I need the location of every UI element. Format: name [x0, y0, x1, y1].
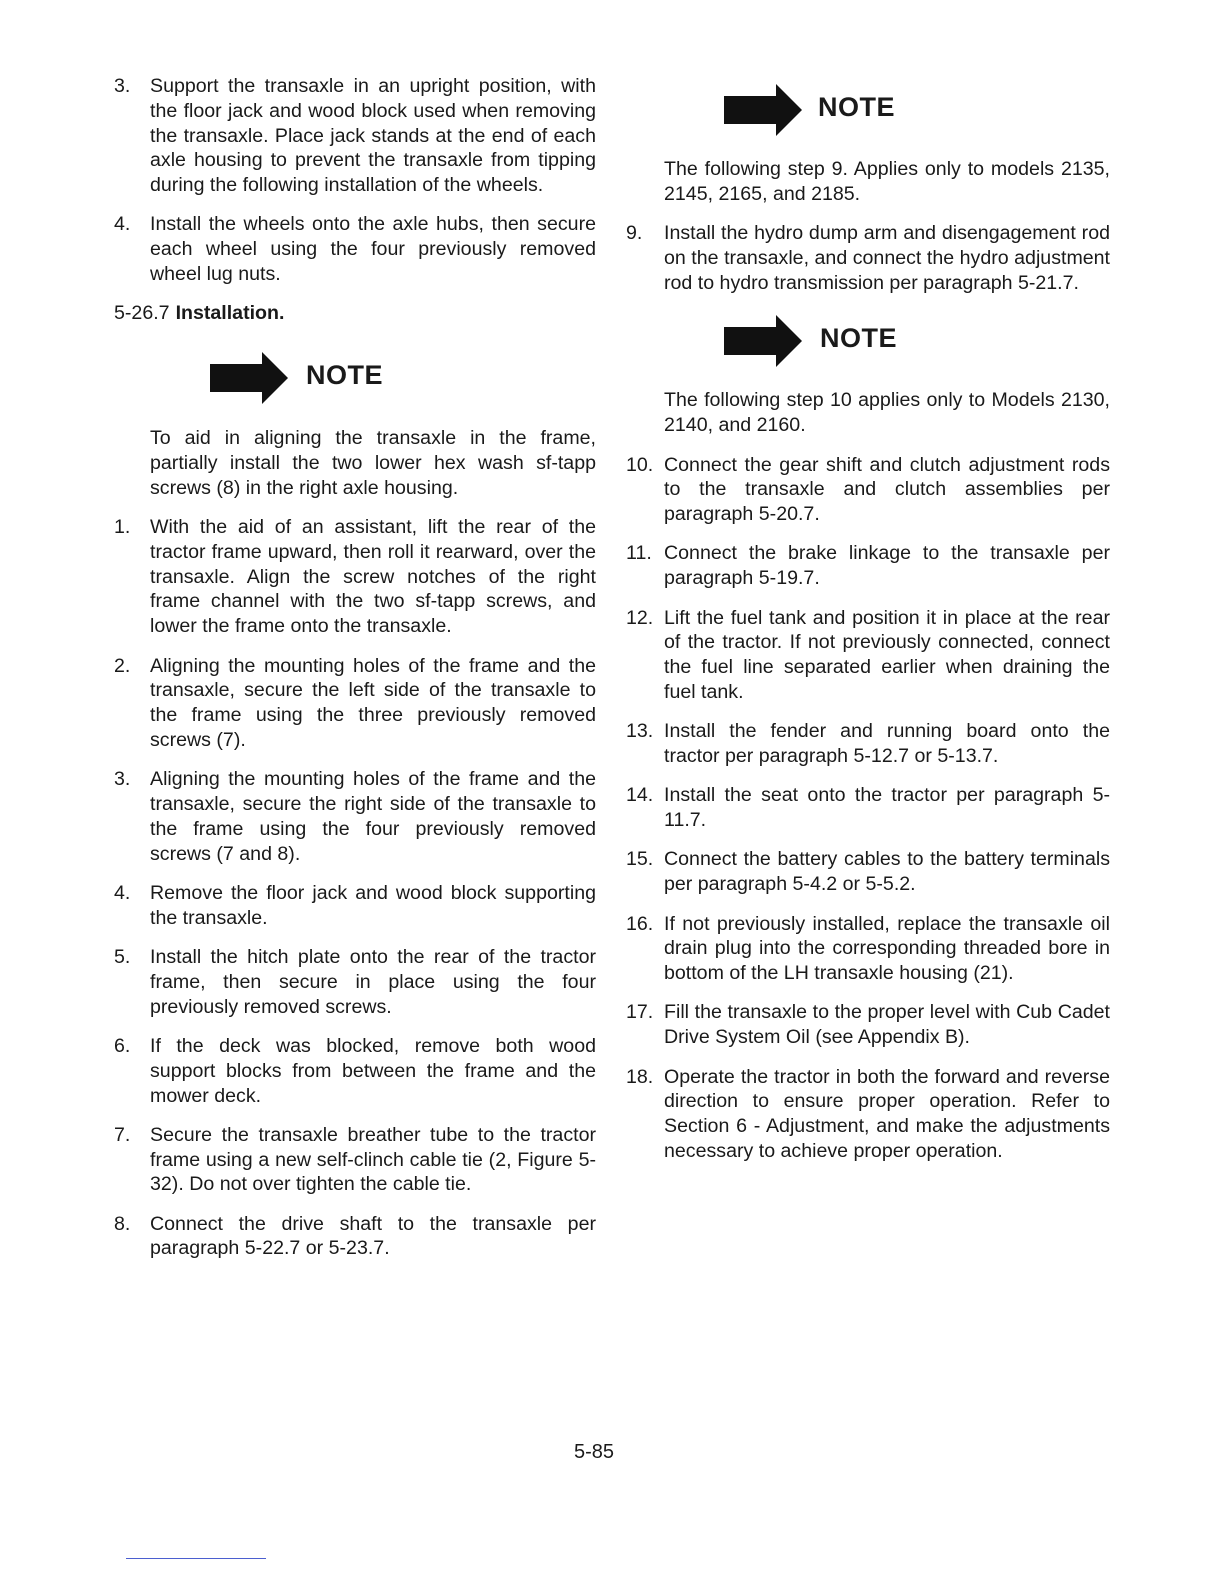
step-number: 14.: [626, 784, 654, 807]
step-text: Aligning the mounting holes of the frame and the transaxle, secure the left side of the transaxle to the frame using the three previously removed screws (7).: [150, 654, 596, 751]
list-item: [626, 606, 1110, 705]
step-number: 13.: [626, 720, 654, 743]
list-item: [626, 1065, 1110, 1164]
step-text: Support the transaxle in an upright position, with the floor jack and wood block used when removing the transaxle. Place jack stands at the end of each axle housing to prevent the transaxle from tipping during the following installation of the wheels.: [150, 75, 596, 197]
section-heading: [114, 301, 596, 326]
note-label: NOTE: [306, 360, 384, 391]
step-text: Install the hydro dump arm and disengagement rod on the transaxle, and connect the hydro adjustment rod to hydro transmission per paragraph 5-21.7.: [664, 222, 1110, 294]
step-number: 15.: [626, 848, 654, 871]
list-item: [626, 221, 1110, 295]
list-item: [114, 881, 596, 931]
right-arrow-icon: [724, 315, 804, 371]
step-number: 7.: [114, 1123, 131, 1146]
step-text: If the deck was blocked, remove both wood support blocks from between the frame and the mower deck.: [150, 1034, 596, 1107]
note-text: To aid in aligning the transaxle in the frame, partially install the two lower hex wash sf-tapp screws (8) in the right axle housing.: [150, 427, 596, 499]
step-text: Connect the gear shift and clutch adjustment rods to the transaxle and clutch assemblies per paragraph 5-20.7.: [664, 453, 1110, 526]
right-arrow-icon: [724, 84, 804, 140]
note-label: NOTE: [818, 92, 896, 122]
step-number: 16.: [626, 912, 654, 935]
list-item: [114, 515, 596, 639]
note-label: NOTE: [820, 323, 898, 354]
step-text: Remove the floor jack and wood block supporting the transaxle.: [150, 881, 596, 929]
step-text: Install the hitch plate onto the rear of the tractor frame, then secure in place using the four previously removed screws.: [150, 946, 596, 1018]
step-number: 4.: [114, 881, 131, 904]
note-callout: [210, 352, 596, 432]
note-text: The following step 10 applies only to Models 2130, 2140, and 2160.: [664, 389, 1110, 437]
note-callout: [724, 315, 1110, 395]
step-text: With the aid of an assistant, lift the rear of the tractor frame upward, then roll it rearward, over the transaxle. Align the screw notches of the right frame channel with the two sf-tapp screws, and lower the frame onto the transaxle.: [150, 516, 596, 638]
list-item: [626, 1000, 1110, 1050]
step-text: Connect the brake linkage to the transaxle per paragraph 5-19.7.: [664, 542, 1110, 590]
step-number: 2.: [114, 654, 131, 677]
step-number: 9.: [626, 222, 643, 245]
right-column: [626, 74, 1110, 1178]
list-item: [114, 767, 596, 866]
list-item: [626, 847, 1110, 897]
step-number: 12.: [626, 606, 654, 629]
list-item: [114, 1034, 596, 1108]
list-item: [114, 212, 596, 286]
step-text: Operate the tractor in both the forward and reverse direction to ensure proper operation. Refer to Section 6 - Adjustment, and make the adjustments necessary to achieve proper operation.: [664, 1065, 1110, 1162]
step-number: 11.: [626, 542, 652, 565]
step-number: 4.: [114, 213, 131, 236]
list-item: [626, 453, 1110, 527]
step-text: Install the seat onto the tractor per paragraph 5-11.7.: [664, 784, 1110, 832]
step-text: If not previously installed, replace the transaxle oil drain plug into the corresponding threaded bore in bottom of the LH transaxle housing (21).: [664, 912, 1110, 985]
step-number: 6.: [114, 1034, 131, 1057]
step-text: Install the fender and running board onto the tractor per paragraph 5-12.7 or 5-13.7.: [664, 720, 1110, 768]
footer-rule: [126, 1558, 266, 1559]
page-number: 5-85: [574, 1441, 615, 1463]
step-text: Connect the drive shaft to the transaxle per paragraph 5-22.7 or 5-23.7.: [150, 1212, 596, 1260]
left-column: [114, 74, 596, 1276]
step-text: Install the wheels onto the axle hubs, then secure each wheel using the four previously removed wheel lug nuts.: [150, 213, 596, 286]
list-item: [114, 1212, 596, 1262]
step-text: Fill the transaxle to the proper level with Cub Cadet Drive System Oil (see Appendix B).: [664, 1001, 1110, 1049]
list-item: [626, 783, 1110, 833]
step-number: 18.: [626, 1065, 654, 1088]
list-item: [114, 74, 596, 198]
step-number: 3.: [114, 768, 131, 791]
note-callout: [724, 84, 1110, 164]
list-item: [114, 1123, 596, 1197]
step-number: 17.: [626, 1001, 654, 1024]
list-item: [626, 541, 1110, 591]
list-item: [626, 912, 1110, 986]
section-title: Installation.: [175, 302, 285, 325]
list-item: [114, 945, 596, 1019]
right-arrow-icon: [210, 352, 290, 408]
note-text: The following step 9. Applies only to models 2135, 2145, 2165, and 2185.: [664, 158, 1110, 205]
list-item: [626, 719, 1110, 769]
step-number: 10.: [626, 453, 654, 476]
step-text: Connect the battery cables to the battery terminals per paragraph 5-4.2 or 5-5.2.: [664, 848, 1110, 896]
step-text: Secure the transaxle breather tube to the tractor frame using a new self-clinch cable tie (2, Figure 5-32). Do not over tighten the cable tie.: [150, 1123, 596, 1196]
step-text: Lift the fuel tank and position it in place at the rear of the tractor. If not previously connected, connect the fuel line separated earlier when draining the fuel tank.: [664, 606, 1110, 703]
step-number: 1.: [114, 516, 131, 539]
step-number: 3.: [114, 75, 131, 97]
step-text: Aligning the mounting holes of the frame and the transaxle, secure the right side of the transaxle to the frame using the four previously removed screws (7 and 8).: [150, 768, 596, 865]
list-item: [114, 654, 596, 753]
section-number: 5-26.7: [114, 302, 170, 325]
step-number: 8.: [114, 1212, 131, 1235]
step-number: 5.: [114, 946, 131, 969]
